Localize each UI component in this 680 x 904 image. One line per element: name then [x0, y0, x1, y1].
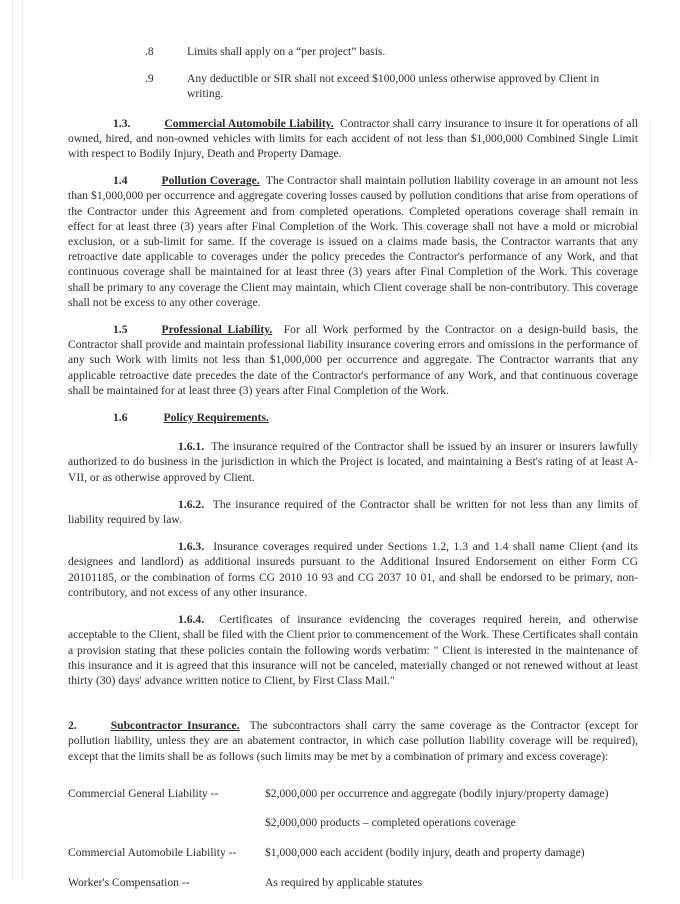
section-number: 1.4 — [113, 174, 128, 187]
subsection-body: Insurance coverages required under Sections 1.2, 1.3 and 1.4 shall name Client (and its designees and landlord) as additional insureds pursuant to the Additional Insured Endorsement on either Form CG 20101185, or the combination of forms CG 2010 10 93 and CG 2037 10 01, and shall be endorsed to be primary, non-contributory, and not excess of any other insurance. — [68, 540, 638, 599]
section-title: Pollution Coverage. — [162, 174, 260, 187]
subsection-number: 1.6.1. — [178, 440, 204, 453]
list-item-marker: .8 — [145, 44, 187, 59]
sub-items-list — [68, 44, 638, 102]
coverage-limit-value: As required by applicable statutes — [265, 875, 638, 904]
table-row — [68, 786, 638, 816]
table-row — [68, 875, 638, 904]
subsection-number: 1.6.2. — [178, 498, 204, 511]
section-1-4 — [68, 173, 638, 310]
coverage-limit-value: $1,000,000 each accident (bodily injury, death and property damage) — [265, 845, 638, 875]
subsection-number: 1.6.4. — [178, 613, 204, 626]
scan-artifact-line-left — [12, 0, 13, 880]
subsection-body: The insurance required of the Contractor shall be issued by an insurer or insurers lawfully authorized to do business in the jurisdiction in which the Project is located, and maintaining a Best's rating of at least A-VII, or as otherwise approved by Client. — [68, 440, 638, 483]
section-1-6-3 — [68, 539, 638, 600]
coverage-limit-value: $2,000,000 per occurrence and aggregate (bodily injury/property damage) — [265, 786, 638, 816]
coverage-limits-table — [68, 786, 638, 904]
section-number: 1.6 — [113, 411, 128, 424]
coverage-type-label — [68, 815, 265, 845]
section-title: Professional Liability. — [162, 323, 273, 336]
list-item — [68, 44, 638, 59]
section-title: Policy Requirements. — [164, 411, 269, 424]
section-body: Contractor shall carry insurance to insure it for operations of all owned, hired, and non-owned vehicles with limits for each accident of not less than $1,000,000 Combined Single Limit with respect to Bodily Injury, Death and Property Damage. — [68, 117, 638, 160]
section-1-5 — [68, 322, 638, 398]
section-1-6-4 — [68, 612, 638, 688]
section-title: Subcontractor Insurance. — [111, 719, 240, 732]
list-item-text: Any deductible or SIR shall not exceed $100,000 unless otherwise approved by Client in writing. — [187, 71, 638, 101]
coverage-limit-value: $2,000,000 products – completed operations coverage — [265, 815, 638, 845]
section-1-6-1 — [68, 439, 638, 485]
section-1-6-2 — [68, 497, 638, 527]
table-row — [68, 815, 638, 845]
scan-artifact-line-right — [650, 120, 651, 460]
section-body: The subcontractors shall carry the same coverage as the Contractor (except for pollution liability, unless they are an abatement contractor, in which case pollution liability coverage will be required), except that the limits shall be as follows (such limits may be met by a combination of primary and excess coverage): — [68, 719, 638, 762]
section-1-6-heading — [68, 410, 638, 425]
section-number: 1.5 — [113, 323, 128, 336]
subsection-number: 1.6.3. — [178, 540, 204, 553]
coverage-type-label: Commercial Automobile Liability -- — [68, 845, 265, 875]
subsection-body: Certificates of insurance evidencing the coverages required herein, and otherwise acceptable to the Client, shall be filed with the Client prior to commencement of the Work. These Certificates shall contain a provision stating that these policies contain the following words verbatim: " Client is interested in the maintenance of this insurance and it is agreed that this insurance will not be canceled, materially changed or not renewed without at least thirty (30) days' advance written notice to Client, by First Class Mail." — [68, 613, 638, 687]
section-body: The Contractor shall maintain pollution liability coverage in an amount not less than $1,000,000 per occurrence and aggregate covering losses caused by pollution conditions that arise from operations of the Contractor under this Agreement and from completed operations. Completed operations coverage shall remain in effect for at least three (3) years after Final Completion of the Work. This coverage shall not have a mold or microbial exclusion, or a sub-limit for same. If the coverage is issued on a claims made basis, the Contractor warrants that any retroactive date applicable to coverages under the policy precedes the Contractor's performance of any Work, and that continuous coverage shall be maintained for at least three (3) years after Final Completion of the Work. This coverage shall be primary to any coverage the Client may maintain, which Client coverage shall be non-contributory. This coverage shall not be excess to any other coverage. — [68, 174, 638, 309]
coverage-type-label: Worker's Compensation -- — [68, 875, 265, 904]
list-item-marker: .9 — [145, 71, 187, 101]
document-page — [68, 44, 638, 904]
section-number: 2. — [68, 719, 77, 732]
section-2 — [68, 718, 638, 764]
subsection-body: The insurance required of the Contractor shall be written for not less than any limits of liability required by law. — [68, 498, 638, 526]
list-item — [68, 71, 638, 101]
section-body: For all Work performed by the Contractor on a design-build basis, the Contractor shall provide and maintain professional liability insurance covering errors and omissions in the performance of any such Work with limits not less than $1,000,000 per occurrence and aggregate. The Contractor warrants that any applicable retroactive date precedes the date of the Contractor's performance of any Work, and that continuous coverage shall be maintained for at least three (3) years after Final Completion of the Work. — [68, 323, 638, 397]
section-spacer — [68, 700, 638, 718]
section-number: 1.3. — [113, 117, 130, 130]
list-item-text: Limits shall apply on a “per project” basis. — [187, 44, 638, 59]
coverage-type-label: Commercial General Liability -- — [68, 786, 265, 816]
table-row — [68, 845, 638, 875]
section-title: Commercial Automobile Liability. — [164, 117, 333, 130]
section-1-3 — [68, 116, 638, 162]
scan-artifact-line-left-2 — [22, 0, 23, 880]
